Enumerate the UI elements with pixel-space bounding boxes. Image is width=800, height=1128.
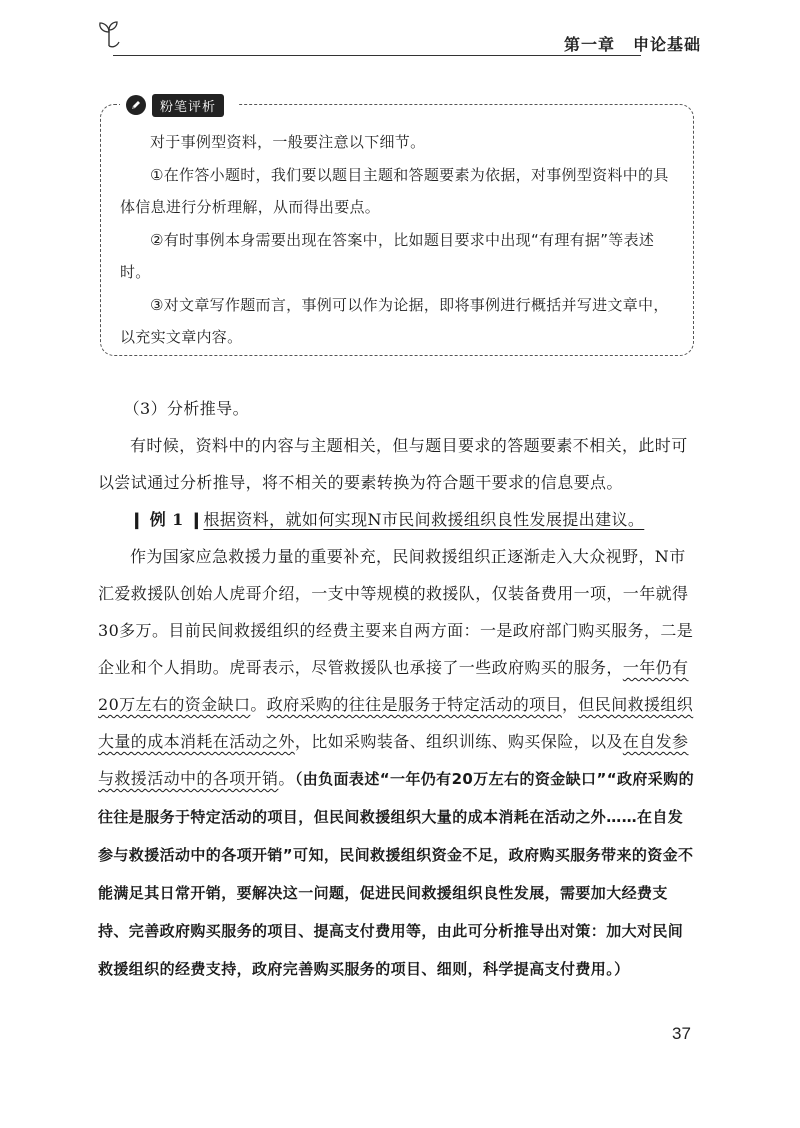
chapter-number: 第一章	[563, 35, 615, 54]
header-rule	[113, 55, 641, 56]
example-question: 根据资料，就如何实现N市民间救援组织良性发展提出建议。	[203, 510, 645, 529]
tip-point-2: ②有时事例本身需要出现在答案中，比如题目要求中出现“有理有据”等表述时。	[120, 230, 655, 281]
pencil-icon	[126, 95, 146, 115]
material-separator-2: ，	[561, 695, 579, 714]
tip-point-1: ①在作答小题时，我们要以题目主题和答题要素为依据，对事例型资料中的具体信息进行分析理解，从而得出要点。	[120, 165, 669, 216]
main-text	[98, 390, 698, 988]
material-highlight-3: 但民间救援组织大量的成本消耗在活动之外	[98, 695, 694, 751]
material-text-start: 作为国家应急救援力量的重要补充，民间救援组织正逐渐走入大众视野，N市汇爱救援队创始人虎哥介绍，一支中等规模的救援队，仅装备费用一项，一年就得30多万。目前民间救援组织的经费主要来自两方面：一是政府部门购买服务，二是企业和个人捐助。虎哥表示，尽管救援队也承接了一些政府购买的服务，	[98, 547, 694, 677]
example-material	[98, 538, 698, 988]
material-highlight-4: 在自发参与救援活动中的各项开销	[98, 732, 689, 788]
sprout-icon	[95, 18, 123, 48]
tip-box-label: 粉笔评析	[152, 94, 224, 117]
material-text-mid: ，比如采购装备、组织训练、购买保险，以及	[294, 732, 623, 751]
section-intro: 有时候，资料中的内容与主题相关，但与题目要求的答题要素不相关，此时可以尝试通过分析推导，将不相关的要素转换为符合题干要求的信息要点。	[98, 436, 688, 492]
tip-box-content	[120, 126, 680, 354]
page-header	[95, 18, 705, 58]
material-highlight-2: 政府采购的往往是服务于特定活动的项目	[266, 695, 562, 714]
section-heading: （3）分析推导。	[123, 399, 249, 418]
material-separator-1: 。	[250, 695, 267, 714]
material-highlight-1: 一年仍有20万左右的资金缺口	[98, 658, 689, 714]
tip-box-tag	[120, 94, 238, 116]
chapter-title	[564, 32, 701, 55]
chapter-name: 申论基础	[632, 35, 701, 54]
tip-intro: 对于事例型资料，一般要注意以下细节。	[150, 133, 426, 151]
page-number: 37	[672, 1024, 691, 1043]
tip-point-3: ③对文章写作题而言，事例可以作为论据，即将事例进行概括并写进文章中，以充实文章内容。	[120, 295, 669, 346]
example-question-line	[98, 501, 698, 538]
material-separator-3: 。	[278, 769, 295, 788]
example-label: ❙ 例 1 ❙	[130, 510, 204, 529]
example-analysis: （由负面表述“一年仍有20万左右的资金缺口”“政府采购的往往是服务于特定活动的项目，但民间救援组织大量的成本消耗在活动之外……在自发参与救援活动中的各项开销”可知，民间救援组织资金不足，政府购买服务带来的资金不能满足其日常开销，要解决这一问题，促进民间救援组织良性发展，需要加大经费支持、完善政府购买服务的项目、提高支付费用等，由此可分析推导出对策：加大对民间救援组织的经费支持，政府完善购买服务的项目、细则，科学提高支付费用。）	[98, 770, 694, 978]
